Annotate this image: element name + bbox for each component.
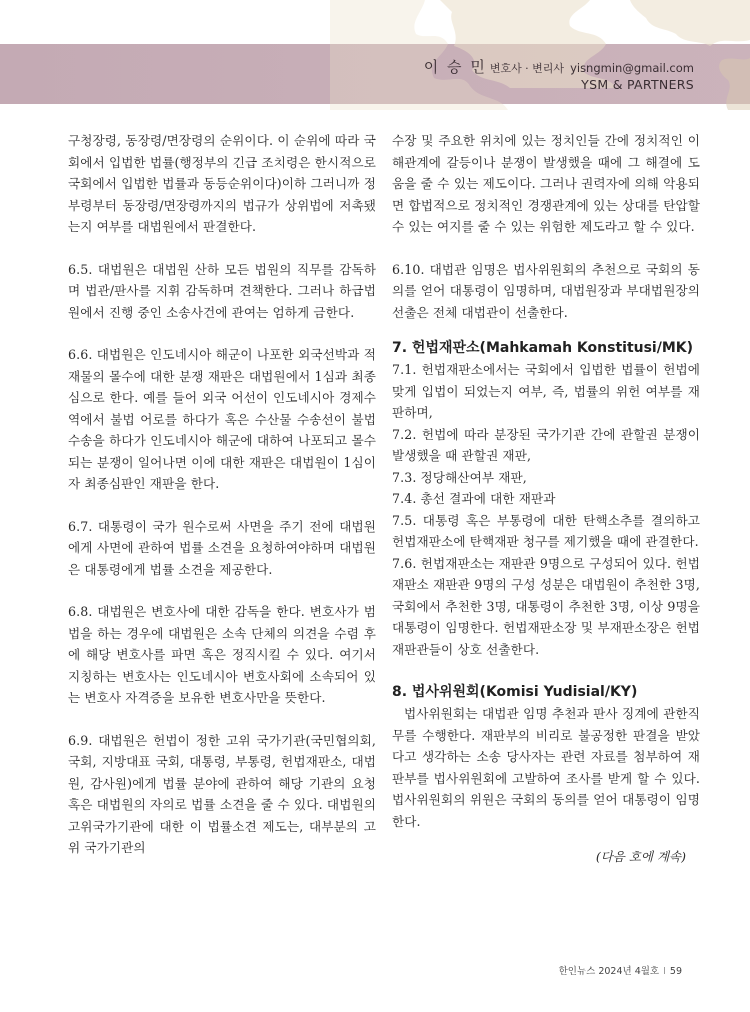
author-line: [424, 56, 694, 77]
paragraph: 구청장령, 동장령/면장령의 순위이다. 이 순위에 따라 국회에서 입법한 법률(행정부의 긴급 조치령은 한시적으로 국회에서 입법한 법률과 동등순위이다)이하 그러니까 정부령부터 동장령/면장령까지의 법규가 상위법에 저촉됐는지 여부를 대법원에서 판결한다.: [68, 133, 376, 234]
list-item: 7.3. 정당해산여부 재판,: [392, 469, 527, 485]
author-email: yisngmin@gmail.com: [570, 61, 694, 75]
list-item: 7.5. 대통령 혹은 부통령에 대한 탄핵소추를 결의하고 헌법재판소에 탄핵재판 청구를 제기했을 때에 관결한다.: [392, 512, 700, 549]
left-column: [68, 130, 376, 859]
paragraph-6-9: 6.9. 대법원은 헌법이 정한 고위 국가기관(국민협의회, 국회, 지방대표 국회, 대통령, 부통령, 헌법재판소, 대법원, 감사원)에게 법률 분야에 관하여 해당 기관의 요청 혹은 대법원의 자의로 법률 소견을 줄 수 있다. 대법원의 고위국가기관에 대한 이 법률소견 제도는, 대부분의 고위 국가기관의: [68, 732, 376, 855]
firm-name: YSM & PARTNERS: [581, 77, 694, 92]
author-name: 이 승 민: [423, 58, 487, 76]
page-footer: [559, 963, 682, 977]
paragraph-6-8: 6.8. 대법원은 변호사에 대한 감독을 한다. 변호사가 범법을 하는 경우에 대법원은 소속 단체의 의견을 수렴 후에 해당 변호사를 파면 혹은 정직시킬 수 있다. 여기서 지칭하는 변호사는 인도네시아 변호사회에 소속되어 있는 변호사 자격증을 보유한 변호사만을 뜻한다.: [68, 604, 376, 705]
section-heading-8: 8. 법사위원회(Komisi Yudisial/KY): [392, 684, 638, 700]
list-item: 7.4. 총선 결과에 대한 재판과: [392, 491, 556, 506]
paragraph: 수장 및 주요한 위치에 있는 정치인들 간에 정치적인 이해관계에 갈등이나 분쟁이 발생했을 때에 그 해결에 도움을 줄 수 있는 제도이다. 그러나 권력자에 의해 악용되면 합법적으로 정치적인 경쟁관계에 있는 상대를 탄압할 수 있는 여지를 줄 수 있는 위험한 제도라고 할 수 있다.: [392, 133, 700, 234]
page-number: 59: [669, 966, 682, 977]
publication-name: 한인뉴스 2024년 4월호: [558, 966, 660, 977]
paragraph-section-8: 법사위원회는 대법관 임명 추천과 판사 징계에 관한직무를 수행한다. 재판부의 비리로 불공정한 판결을 받았다고 생각하는 소송 당사자는 관련 자료를 첨부하여 재판부를 법사위원회에 고발하여 조사를 받게 할 수 있다. 법사위원회의 위원은 국회의 동의를 얻어 대통령이 임명 한다.: [392, 706, 700, 829]
paragraph-6-6: 6.6. 대법원은 인도네시아 해군이 나포한 외국선박과 적재물의 몰수에 대한 분쟁 재판은 대법원에서 1심과 최종심으로 한다. 예를 들어 외국 어선이 인도네시아 경제수역에서 불법 어로를 하다가 혹은 수산물 수송선이 불법 수송을 하다가 인도네시아 해군에 대하여 나포되고 몰수되는 분쟁이 일어나면 이에 대한 재판은 대법원이 1심이자 최종심판인 재판을 한다.: [68, 347, 376, 491]
paragraph-6-10: 6.10. 대법관 임명은 법사위원회의 추천으로 국회의 동의를 얻어 대통령이 임명하며, 대법원장과 부대법원장의 선출은 전체 대법관이 선출한다.: [392, 261, 700, 320]
paragraph-6-7: 6.7. 대통령이 국가 원수로써 사면을 주기 전에 대법원에게 사면에 관하여 법률 소견을 요청하여야하며 대법원은 대통령에게 법률 소견을 제공한다.: [68, 518, 376, 577]
list-item: 7.1. 헌법재판소에서는 국회에서 입법한 법률이 헌법에 맞게 입법이 되었는지 여부, 즉, 법률의 위헌 여부를 재판하며,: [392, 362, 700, 420]
list-item: 7.2. 헌법에 따라 분장된 국가기관 간에 관할권 분쟁이 발생했을 때 관할권 재판,: [392, 426, 700, 463]
right-column: [392, 130, 700, 868]
footer-separator: I: [663, 966, 666, 977]
paragraph-6-5: 6.5. 대법원은 대법원 산하 모든 법원의 직무를 감독하며 법관/판사를 지휘 감독하며 견책한다. 그러나 하급법원에서 진행 중인 소송사건에 관여는 엄하게 금한다.: [68, 261, 376, 320]
section-heading-7: 7. 헌법재판소(Mahkamah Konstitusi/MK): [392, 340, 694, 356]
continued-note: (다음 호에 계속): [595, 849, 686, 864]
author-role: 변호사 · 변리사: [489, 62, 565, 75]
map-decoration: [330, 0, 750, 110]
list-item: 7.6. 헌법재판소는 재판관 9명으로 구성되어 있다. 헌법재판소 재판관 9명의 구성 성분은 대법원이 추천한 3명, 국회에서 추천한 3명, 대통령이 추천한 3명, 이상 9명을 대통령이 임명한다. 헌법재판소장 및 부재판소장은 헌법 재판관들이 상호 선출한다.: [392, 555, 700, 657]
